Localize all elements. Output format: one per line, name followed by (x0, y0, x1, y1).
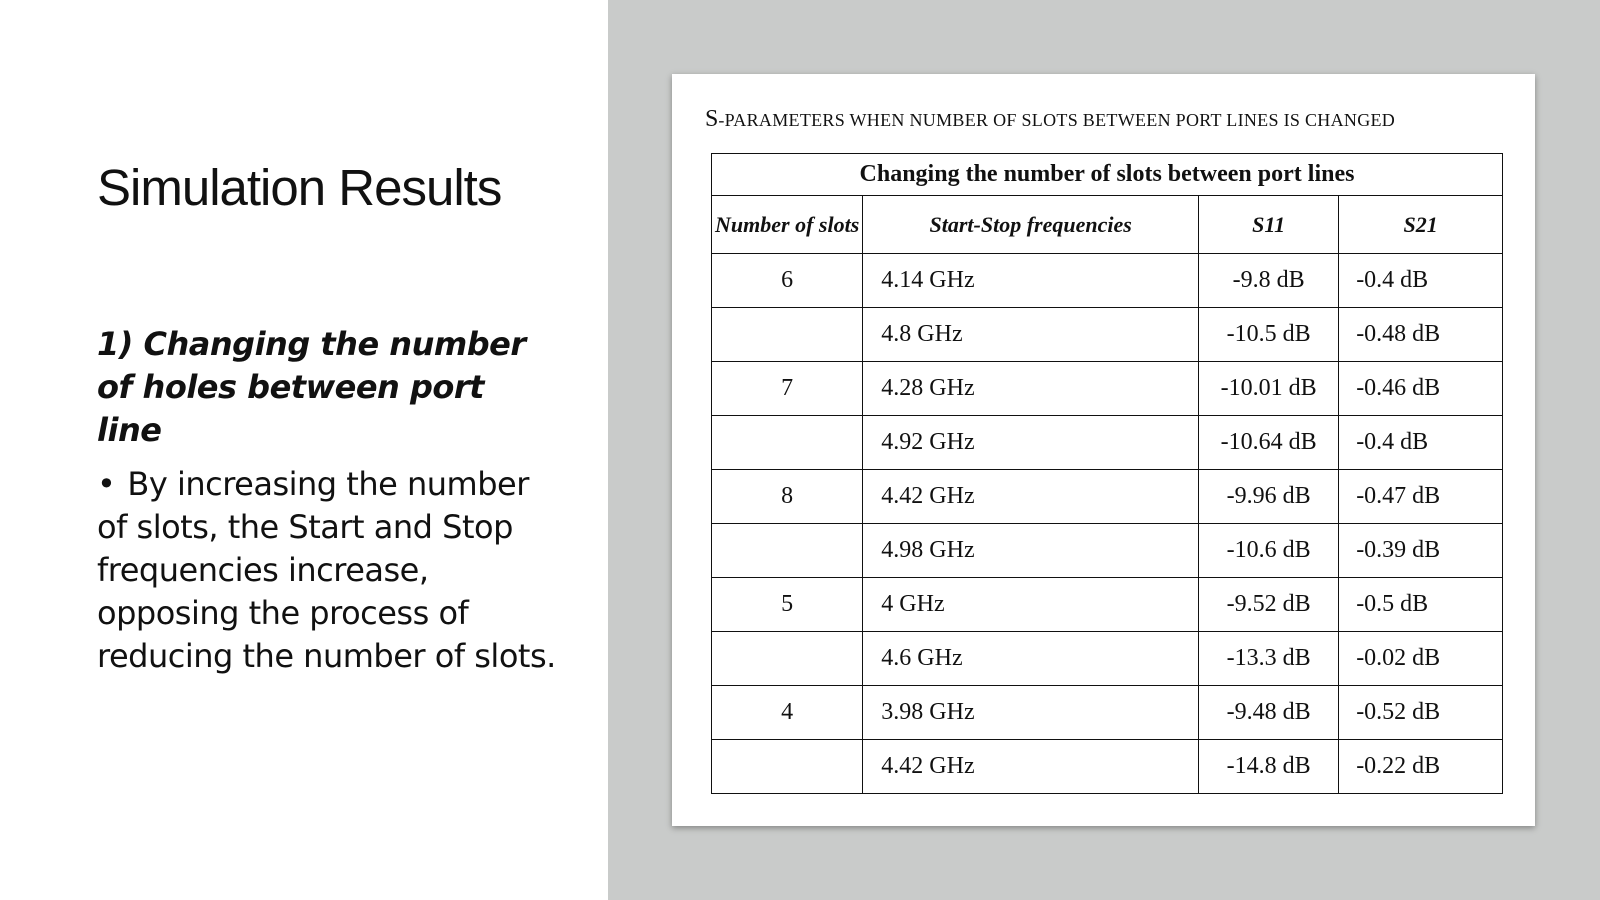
table-row (712, 524, 1503, 578)
cell-frequency: 4.92 GHz (863, 416, 1199, 470)
subheading: 1) Changing the number of holes between port line (97, 325, 526, 449)
cell-number-of-slots: 5 (712, 578, 863, 632)
cell-s21: -0.22 dB (1339, 740, 1503, 794)
cell-frequency: 4.98 GHz (863, 524, 1199, 578)
table-row (712, 686, 1503, 740)
cell-number-of-slots (712, 740, 863, 794)
bullet-dot-icon: • (97, 465, 116, 503)
bullet-point (97, 463, 557, 678)
table-caption (705, 106, 1395, 133)
cell-number-of-slots: 4 (712, 686, 863, 740)
table-banner: Changing the number of slots between port lines (712, 154, 1503, 196)
cell-frequency: 4.8 GHz (863, 308, 1199, 362)
cell-frequency: 4.42 GHz (863, 740, 1199, 794)
cell-s11: -10.64 dB (1199, 416, 1339, 470)
cell-s21: -0.52 dB (1339, 686, 1503, 740)
header-s11: S11 (1199, 196, 1339, 254)
cell-frequency: 4.14 GHz (863, 254, 1199, 308)
slide-title: Simulation Results (97, 159, 502, 216)
table-row (712, 578, 1503, 632)
bullet-text: By increasing the number of slots, the Start and Stop frequencies increase, opposing the process of reducing the number of slots. (97, 465, 556, 675)
table-header-row (712, 196, 1503, 254)
cell-s21: -0.39 dB (1339, 524, 1503, 578)
cell-s11: -10.6 dB (1199, 524, 1339, 578)
table-body (712, 254, 1503, 794)
table-row (712, 416, 1503, 470)
header-number-of-slots: Number of slots (712, 196, 863, 254)
header-s21: S21 (1339, 196, 1503, 254)
table-row (712, 632, 1503, 686)
table-row (712, 740, 1503, 794)
cell-s21: -0.4 dB (1339, 416, 1503, 470)
s-parameters-table (711, 153, 1503, 794)
cell-frequency: 4.42 GHz (863, 470, 1199, 524)
cell-s11: -9.52 dB (1199, 578, 1339, 632)
cell-frequency: 4.6 GHz (863, 632, 1199, 686)
cell-s11: -9.96 dB (1199, 470, 1339, 524)
table-row (712, 308, 1503, 362)
header-start-stop-frequencies: Start-Stop frequencies (863, 196, 1199, 254)
cell-s21: -0.5 dB (1339, 578, 1503, 632)
cell-number-of-slots: 8 (712, 470, 863, 524)
cell-s11: -13.3 dB (1199, 632, 1339, 686)
cell-s21: -0.02 dB (1339, 632, 1503, 686)
caption-initial: S (705, 106, 719, 132)
cell-s11: -10.5 dB (1199, 308, 1339, 362)
table-image (672, 74, 1535, 826)
cell-frequency: 4.28 GHz (863, 362, 1199, 416)
cell-s11: -10.01 dB (1199, 362, 1339, 416)
cell-s11: -9.48 dB (1199, 686, 1339, 740)
cell-s21: -0.48 dB (1339, 308, 1503, 362)
table-row (712, 362, 1503, 416)
cell-number-of-slots (712, 308, 863, 362)
cell-s21: -0.47 dB (1339, 470, 1503, 524)
cell-s11: -9.8 dB (1199, 254, 1339, 308)
cell-frequency: 3.98 GHz (863, 686, 1199, 740)
cell-number-of-slots (712, 416, 863, 470)
cell-number-of-slots: 6 (712, 254, 863, 308)
cell-number-of-slots (712, 632, 863, 686)
cell-number-of-slots (712, 524, 863, 578)
cell-s11: -14.8 dB (1199, 740, 1339, 794)
table-row (712, 254, 1503, 308)
cell-s21: -0.46 dB (1339, 362, 1503, 416)
table-row (712, 470, 1503, 524)
cell-s21: -0.4 dB (1339, 254, 1503, 308)
cell-frequency: 4 GHz (863, 578, 1199, 632)
caption-text: -PARAMETERS WHEN NUMBER OF SLOTS BETWEEN PORT LINES IS CHANGED (718, 110, 1396, 130)
cell-number-of-slots: 7 (712, 362, 863, 416)
